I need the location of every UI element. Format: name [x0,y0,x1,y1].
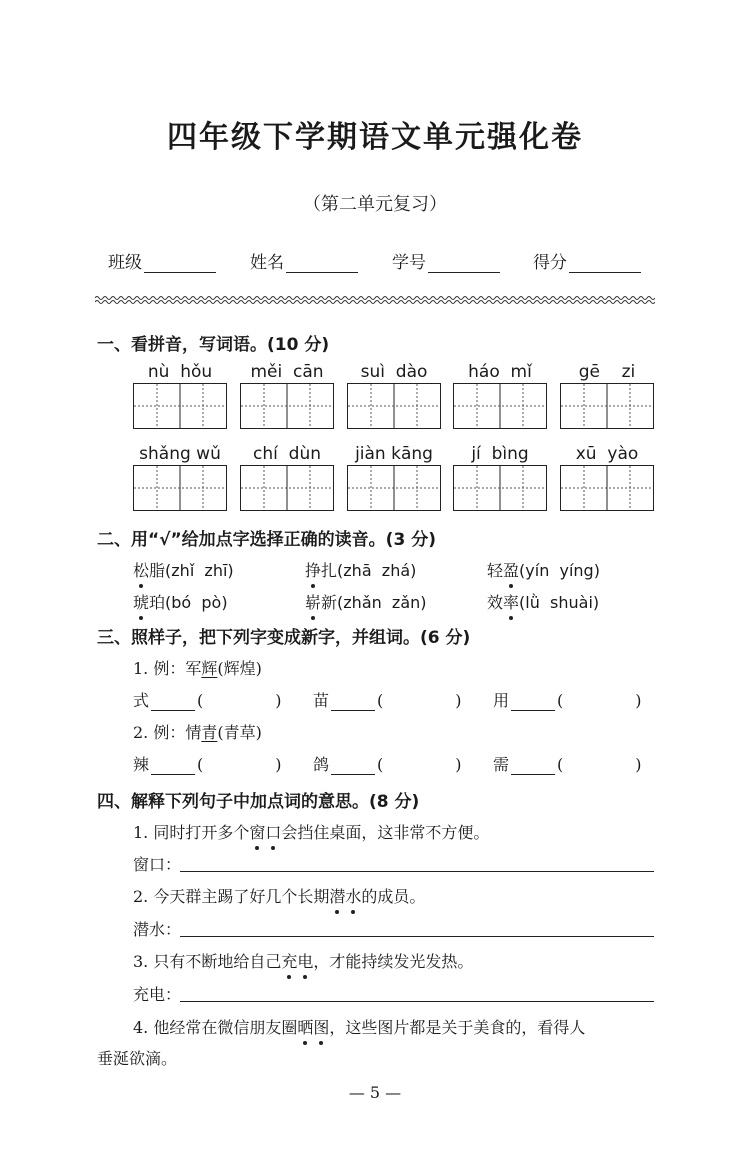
char-transform-item[interactable] [493,688,642,711]
score-label: 得分 [533,253,567,273]
writing-grid-box[interactable] [453,465,547,511]
id-label: 学号 [392,253,426,273]
char-transform-item[interactable] [133,752,282,775]
id-blank[interactable] [428,254,500,273]
dotted-char: 窗 [249,820,265,843]
page-title: 四年级下学期语文单元强化卷 [167,120,583,155]
dotted-char: 脂 [149,561,166,580]
q2-text-a: 2. 今天群主踢了好几个长期 [133,887,330,906]
q3-text-a: 3. 只有不断地给自己 [133,952,282,971]
pinyin-label: shǎng wǔ [139,444,221,464]
new-char-blank[interactable] [511,694,555,711]
close-paren: ) [455,691,462,710]
page-subtitle: （第二单元复习） [303,194,447,215]
char-transform-item[interactable] [133,688,282,711]
pinyin-label: jiàn kāng [355,444,433,464]
close-paren: ) [275,755,282,774]
example-2-word: (青草) [217,723,262,742]
q4-text-a: 4. 他经常在微信朋友圈 [133,1018,298,1037]
score-field[interactable] [533,248,641,273]
q1-dotted-word [249,823,281,842]
reading-choice-item[interactable] [487,558,600,581]
word-char: 效 [487,593,504,612]
reading-choice-item[interactable] [487,590,599,613]
example-1-new-char: 辉 [201,659,218,678]
class-field[interactable] [108,248,216,273]
page-number: — 5 — [348,1083,402,1102]
writing-grid-box[interactable] [560,383,654,429]
dotted-char: 扎 [321,561,338,580]
section-1-heading: 一、看拼音，写词语。(10 分) [97,335,330,355]
new-char-blank[interactable] [511,758,555,775]
question-3 [133,949,473,972]
pinyin-label: xū yào [575,444,639,464]
open-paren: ( [377,691,384,710]
writing-grid-box[interactable] [453,383,547,429]
open-paren: ( [557,755,564,774]
source-char: 苗 [313,691,330,710]
section-3-heading: 三、照样子，把下列字变成新字，并组词。(6 分) [97,628,471,648]
char-transform-item[interactable] [313,688,462,711]
pinyin-options[interactable]: (zhǎn zǎn) [337,593,427,612]
pinyin-label: jí bìng [471,444,529,464]
new-char-blank[interactable] [151,758,195,775]
class-blank[interactable] [144,254,216,273]
score-blank[interactable] [569,254,641,273]
open-paren: ( [197,691,204,710]
name-field[interactable] [250,248,358,273]
q3-text-c: ，才能持续发光发热。 [313,952,474,971]
section-4-heading: 四、解释下列句子中加点词的意思。(8 分) [97,792,420,812]
q3-dotted-word [281,952,313,971]
dotted-char: 充 [281,949,297,972]
q2-dotted-word [329,887,361,906]
example-2-new-char: 青 [201,723,218,742]
pinyin-options[interactable]: (lǜ shuài) [519,593,600,612]
dotted-char: 口 [265,820,281,843]
source-char: 辣 [133,755,150,774]
writing-grid-box[interactable] [240,465,334,511]
q1-text-c: 会挡住桌面，这非常不方便。 [281,823,490,842]
new-char-blank[interactable] [331,694,375,711]
answer-2-line[interactable] [180,935,654,937]
dotted-char: 图 [313,1015,329,1038]
open-paren: ( [377,755,384,774]
question-4 [133,1015,585,1038]
section-2-heading: 二、用“√”给加点字选择正确的读音。(3 分) [97,530,436,550]
writing-grid-box[interactable] [133,383,227,429]
dotted-char: 潜 [329,884,345,907]
writing-grid-box[interactable] [347,383,441,429]
q4-text-c: ，这些图片都是关于美食的，看得人 [329,1018,586,1037]
example-2 [133,720,262,743]
pinyin-options[interactable]: (bó pò) [165,593,228,612]
reading-choice-item[interactable] [133,590,228,613]
pinyin-label: háo mǐ [468,362,532,382]
pinyin-options[interactable]: (yín yíng) [519,561,600,580]
new-char-blank[interactable] [331,758,375,775]
pinyin-label: chí dùn [253,444,321,464]
dotted-char: 水 [345,884,361,907]
dotted-char: 率 [503,590,519,613]
answer-3-label: 充电： [133,985,182,1004]
word-char: 松 [133,558,149,581]
dotted-char: 晒 [297,1015,313,1038]
char-transform-item[interactable] [313,752,462,775]
name-blank[interactable] [286,254,358,273]
name-label: 姓名 [250,253,284,273]
writing-grid-box[interactable] [347,465,441,511]
question-1 [133,820,489,843]
q1-text-a: 1. 同时打开多个 [133,823,250,842]
example-2-prefix: 2. 例：情 [133,723,202,742]
id-field[interactable] [392,248,500,273]
pinyin-label: měi cān [250,362,324,382]
pinyin-label: gē zi [578,362,636,382]
word-char: 琥 [133,590,149,613]
dotted-char: 珀 [149,593,166,612]
close-paren: ) [635,755,642,774]
char-transform-item[interactable] [493,752,642,775]
example-1-prefix: 1. 例：军 [133,659,202,678]
source-char: 鸽 [313,755,330,774]
writing-grid-box[interactable] [240,383,334,429]
word-char: 挣 [305,558,321,581]
pinyin-label: nù hǒu [147,362,213,382]
word-char: 轻 [487,561,504,580]
answer-1-line[interactable] [180,870,654,872]
writing-grid-box[interactable] [560,465,654,511]
reading-choice-item[interactable] [133,558,234,581]
open-paren: ( [557,691,564,710]
close-paren: ) [635,691,642,710]
writing-grid-box[interactable] [133,465,227,511]
word-char: 崭 [305,590,321,613]
example-1 [133,656,262,679]
new-char-blank[interactable] [151,694,195,711]
answer-2-label: 潜水： [133,920,182,939]
q4-dotted-word [297,1018,329,1037]
pinyin-label: suì dào [360,362,428,382]
pinyin-options[interactable]: (zhǐ zhī) [165,561,234,580]
dotted-char: 盈 [503,558,519,581]
dotted-char: 新 [321,593,338,612]
dotted-char: 电 [297,949,313,972]
close-paren: ) [455,755,462,774]
pinyin-options[interactable]: (zhā zhá) [337,561,417,580]
wavy-divider [95,294,655,306]
source-char: 需 [493,755,510,774]
example-1-word: (辉煌) [217,659,262,678]
reading-choice-item[interactable] [305,590,427,613]
class-label: 班级 [108,253,142,273]
q2-text-c: 的成员。 [361,887,426,906]
question-2 [133,884,425,907]
close-paren: ) [275,691,282,710]
source-char: 用 [493,691,510,710]
reading-choice-item[interactable] [305,558,416,581]
source-char: 式 [133,691,150,710]
open-paren: ( [197,755,204,774]
answer-1-label: 窗口： [133,855,182,874]
answer-3-line[interactable] [180,1000,654,1002]
question-4-continued: 垂涎欲滴。 [97,1049,178,1068]
